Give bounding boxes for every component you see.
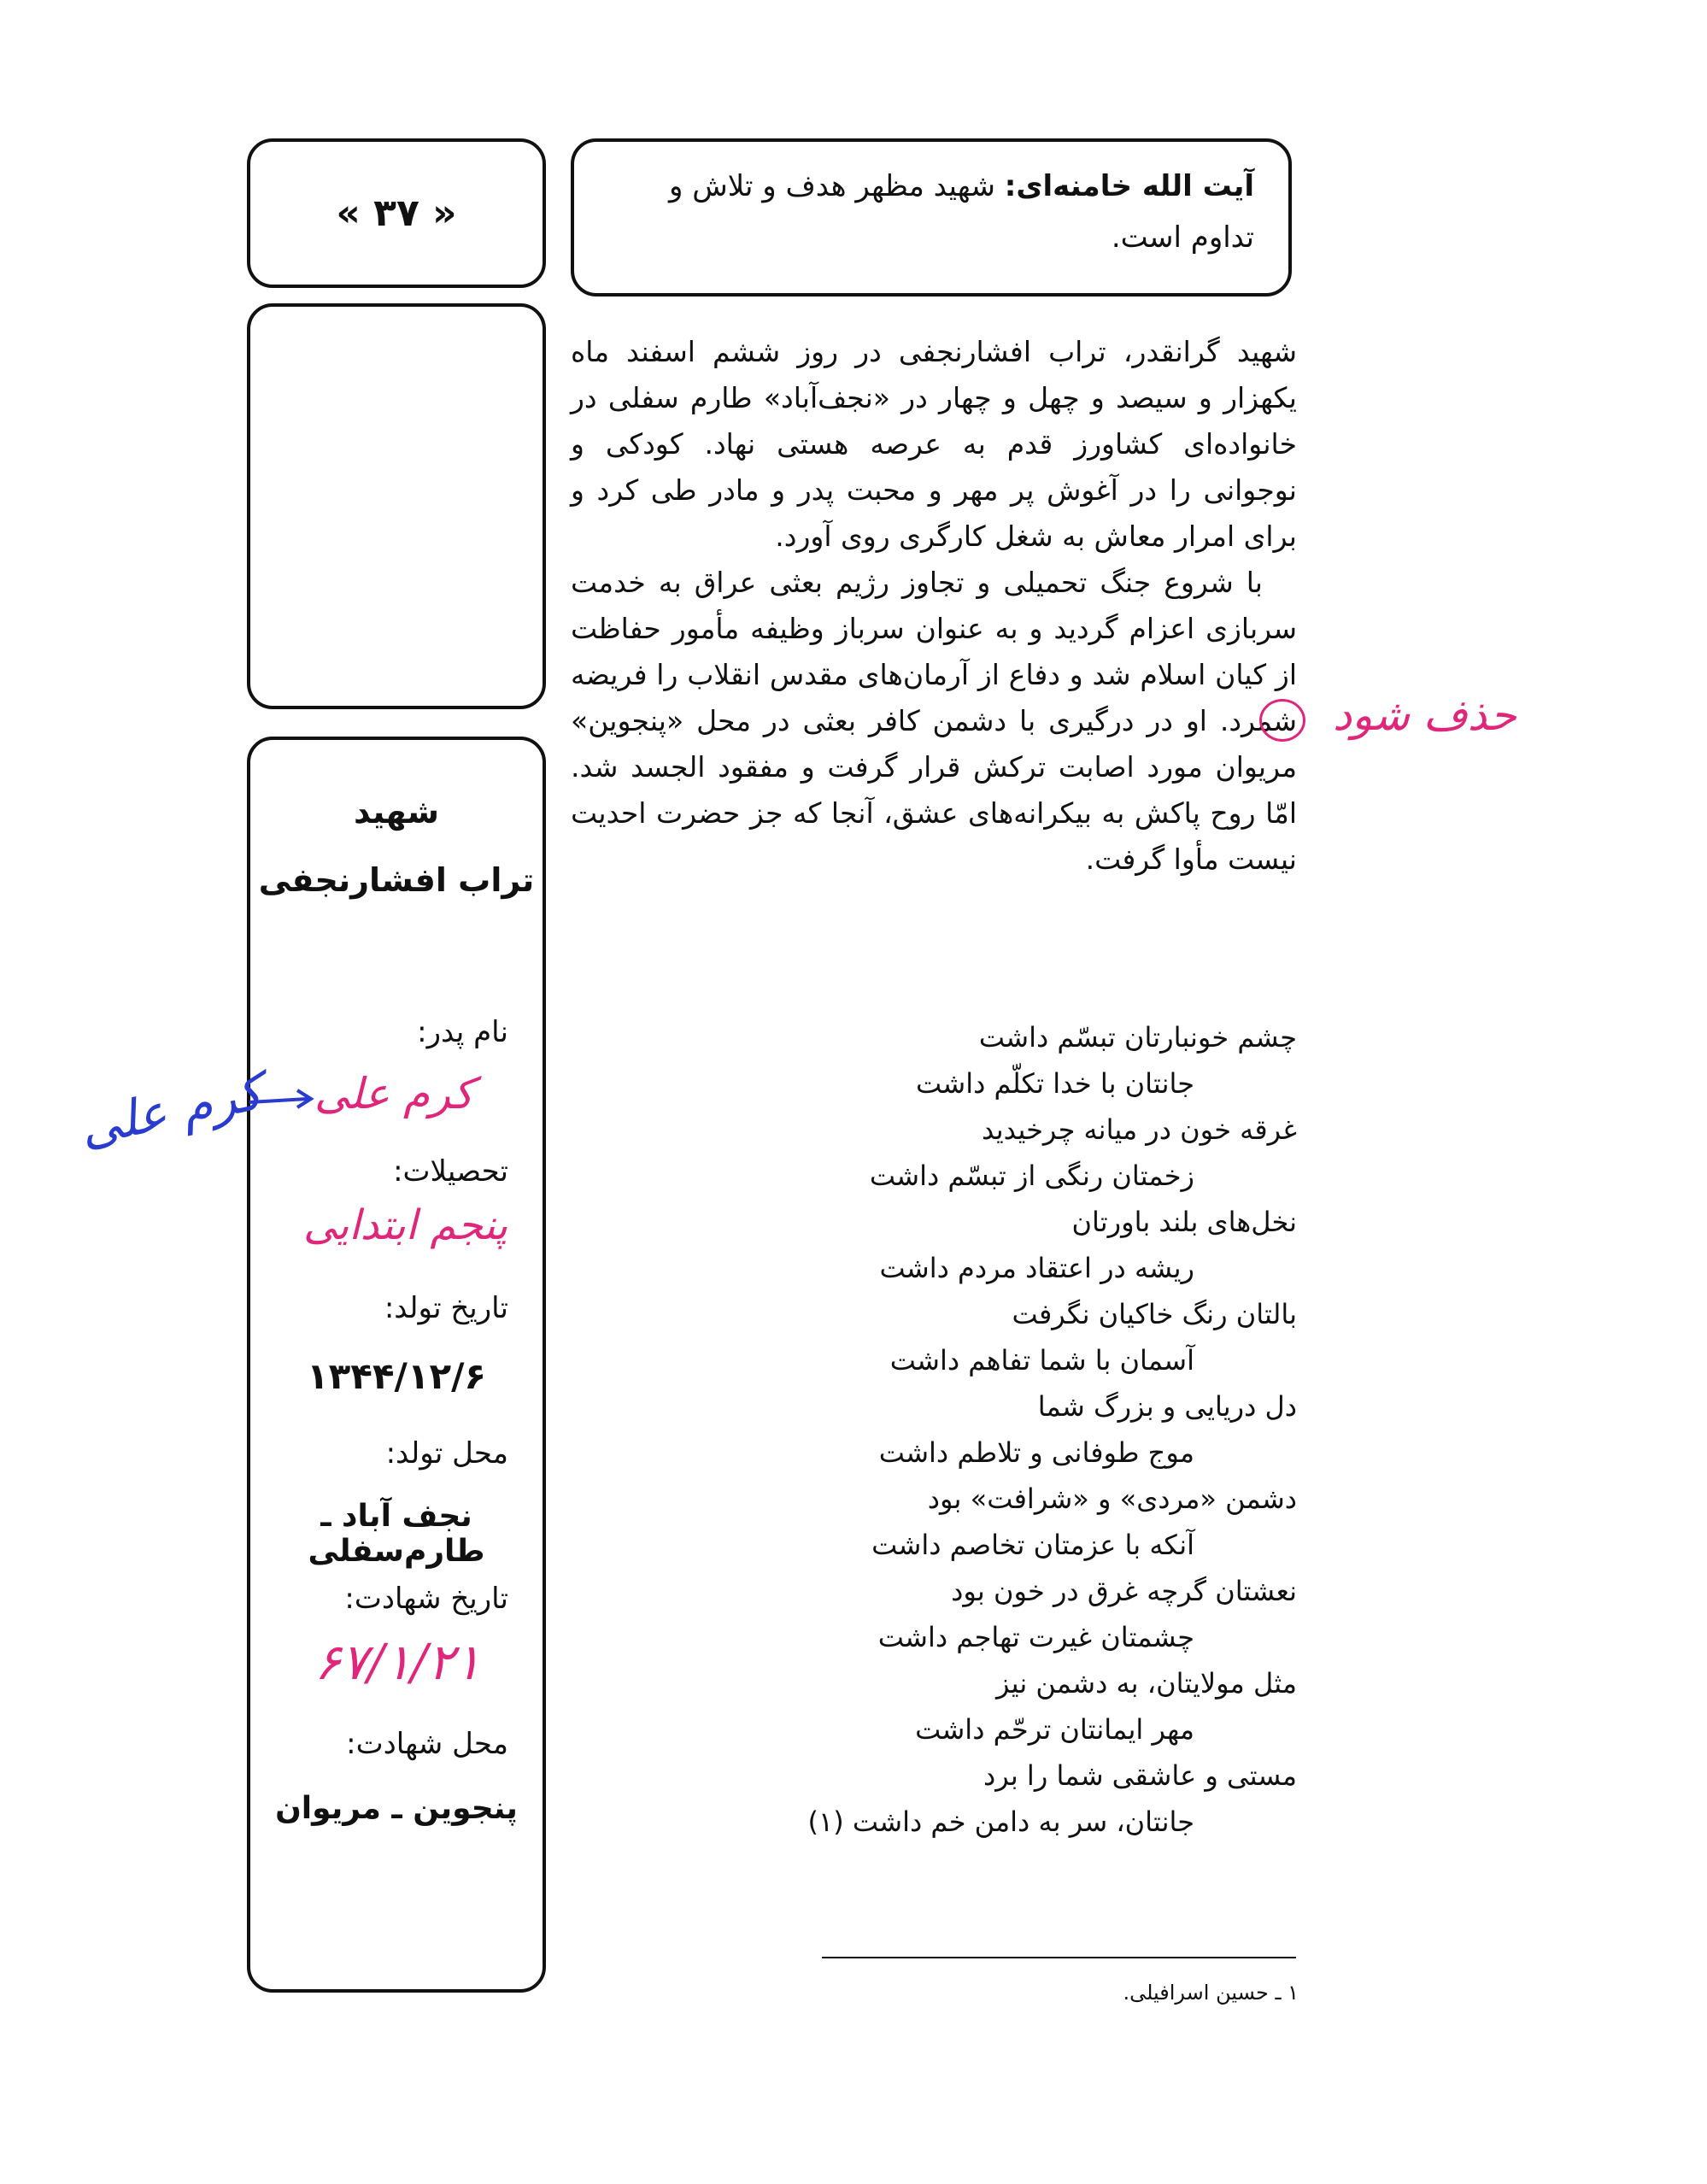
birth-date-label: تاریخ تولد: bbox=[384, 1291, 508, 1325]
poem-line: چشمتان غیرت تهاجم داشت bbox=[877, 1621, 1194, 1653]
poem-line: جانتان، سر به دامن خم داشت (۱) bbox=[807, 1805, 1194, 1838]
bio-paragraph-2: با شروع جنگ تحمیلی و تجاوز رژیم بعثی عراق به خدمت سربازی اعزام گردید و به عنوان سرباز وظیفه مأمور حفاظت از کیان اسلام شد و دفاع از آرمان‌های مقدس انقلاب را فریضه شمرد. او در درگیری با دشمن کافر بعثی در محل «پنجوین» مریوان مورد اصابت ترکش قرار گرفت و مفقود الجسد شد. امّا روح پاکش به بیکرانه‌های عشق، آنجا که جز حضرت احدیت نیست مأوا گرفت. bbox=[571, 566, 1297, 876]
quote-speaker: آیت الله خامنه‌ای: bbox=[1004, 169, 1254, 203]
bio-paragraph-1: شهید گرانقدر، تراب افشارنجفی در روز ششم اسفند ماه یکهزار و سیصد و چهل و چهار در «نجف‌آباد» طارم سفلی در خانواده‌ای کشاورز قدم به عرصه هستی نهاد. کودکی و نوجوانی را در آغوش پر مهر و محبت پدر و مادر طی کرد و برای امرار معاش به شغل کارگری روی آورد. bbox=[571, 335, 1297, 553]
poem-line: چشم خونبارتان تبسّم داشت bbox=[978, 1021, 1297, 1054]
photo-placeholder bbox=[247, 303, 546, 709]
poem-line: مستی و عاشقی شما را برد bbox=[983, 1759, 1297, 1792]
poem-line: مثل مولایتان، به دشمن نیز bbox=[996, 1667, 1297, 1700]
birth-place-label: محل تولد: bbox=[385, 1436, 508, 1471]
poem-line: نعشتان گرچه غرق در خون بود bbox=[951, 1575, 1297, 1607]
poem-line: آنکه با عزمتان تخاصم داشت bbox=[871, 1529, 1194, 1561]
father-label: نام پدر: bbox=[417, 1015, 508, 1049]
father-correction-handwritten: کرم علی bbox=[74, 1062, 267, 1158]
poem-line: نخل‌های بلند باورتان bbox=[1071, 1206, 1297, 1238]
father-handwritten: کرم علی bbox=[314, 1069, 474, 1118]
quote-line-2: تداوم است. bbox=[1111, 220, 1254, 255]
poem-line: بالتان رنگ خاکیان نگرفت bbox=[1012, 1298, 1297, 1330]
poem-line: دشمن «مردی» و «شرافت» بود bbox=[927, 1482, 1297, 1515]
poem-line: غرقه خون در میانه چرخیدید bbox=[981, 1113, 1297, 1146]
quote-line-1: آیت الله خامنه‌ای: شهید مظهر هدف و تلاش و bbox=[668, 169, 1254, 203]
page-number-box bbox=[247, 138, 546, 288]
poem-line: موج طوفانی و تلاطم داشت bbox=[878, 1436, 1194, 1469]
page-number: « ۳۷ » bbox=[336, 191, 457, 235]
education-label: تحصیلات: bbox=[393, 1154, 508, 1189]
poem-line: دل دریایی و بزرگ شما bbox=[1037, 1390, 1297, 1423]
martyrdom-date-handwritten: ۶۷/۱/۲۱ bbox=[314, 1633, 481, 1691]
poem-line: جانتان با خدا تکلّم داشت bbox=[916, 1067, 1194, 1100]
martyrdom-place: پنجوین ـ مریوان bbox=[275, 1791, 518, 1826]
margin-note-handwritten: حذف شود bbox=[1333, 690, 1516, 740]
quote-box bbox=[571, 138, 1292, 296]
martyr-info-box bbox=[247, 737, 546, 1993]
poem-line: زخمتان رنگی از تبسّم داشت bbox=[869, 1160, 1194, 1192]
martyrdom-date-label: تاریخ شهادت: bbox=[344, 1582, 508, 1616]
arrow-right-icon bbox=[248, 1087, 316, 1113]
education-handwritten: پنجم ابتدایی bbox=[303, 1201, 508, 1249]
poem-line: ریشه در اعتقاد مردم داشت bbox=[879, 1252, 1194, 1284]
birth-date: ۱۳۴۴/۱۲/۶ bbox=[306, 1355, 487, 1397]
martyrdom-place-label: محل شهادت: bbox=[346, 1727, 508, 1761]
martyr-title-word: شهید bbox=[354, 793, 439, 831]
poem-line: آسمان با شما تفاهم داشت bbox=[889, 1344, 1194, 1377]
birth-place: نجف آباد ـ طارم‌سفلی bbox=[308, 1499, 485, 1569]
poem-line: مهر ایمانتان ترحّم داشت bbox=[915, 1713, 1194, 1746]
footnote-rule bbox=[822, 1957, 1296, 1958]
biography bbox=[571, 329, 1297, 883]
footnote: ۱ ـ حسین اسرافیلی. bbox=[1123, 1981, 1299, 2005]
circle-mark bbox=[1259, 699, 1305, 742]
martyr-name: تراب افشارنجفی bbox=[258, 861, 535, 899]
